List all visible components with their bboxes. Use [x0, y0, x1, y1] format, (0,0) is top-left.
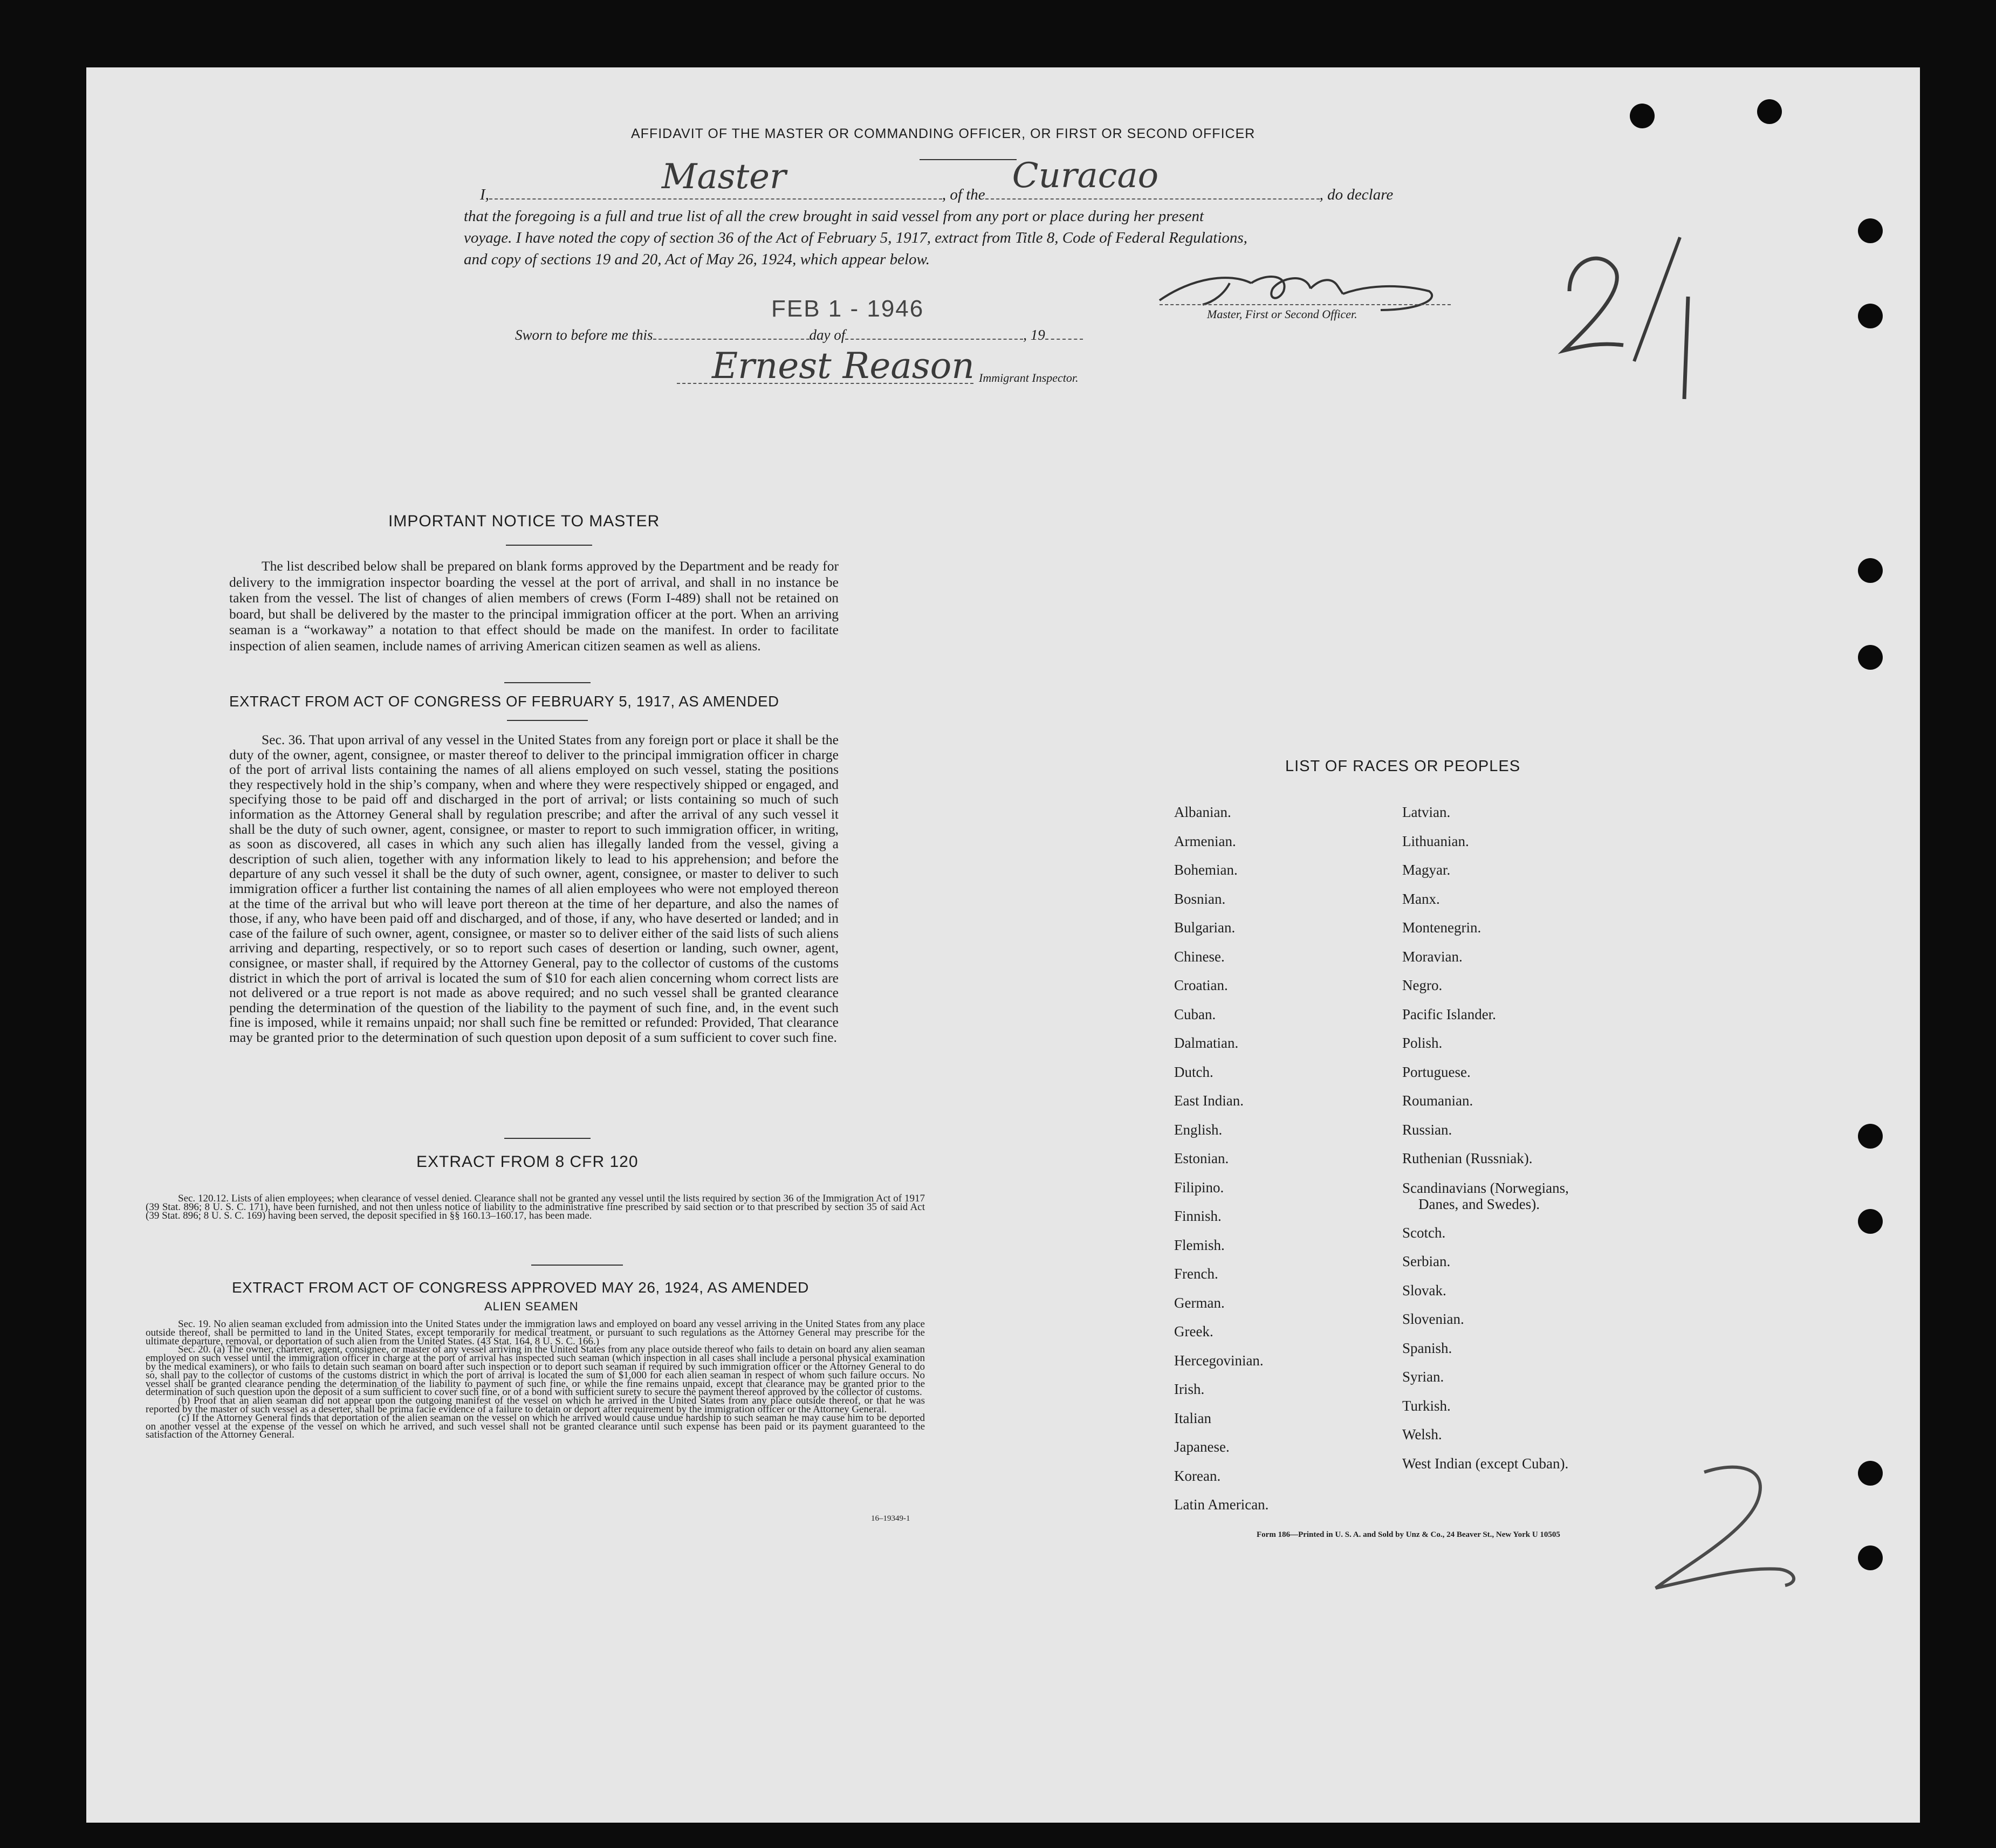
race-item: Syrian. — [1402, 1369, 1444, 1385]
section-rule — [504, 1138, 591, 1139]
race-item: Lithuanian. — [1402, 833, 1469, 849]
race-item: Italian — [1174, 1410, 1211, 1426]
punch-hole — [1858, 558, 1883, 583]
race-item: Greek. — [1174, 1323, 1213, 1339]
printer-imprint: Form 186—Printed in U. S. A. and Sold by Unz & Co., 24 Beaver St., New York U 10505 — [1257, 1530, 1560, 1539]
declare-label: , do declare — [1319, 186, 1394, 203]
race-item: Croatian. — [1174, 977, 1228, 993]
notice-title: IMPORTANT NOTICE TO MASTER — [388, 512, 660, 530]
punch-hole — [1858, 645, 1883, 670]
sworn-year-field — [1045, 327, 1083, 340]
sec-19-text: Sec. 19. No alien seaman excluded from admission into the United States under the immigration laws and employed on board any vessel arriving in the United States from any place outside thereof, shall be permitted to land in the United States, except temporarily for medical treatment, or pursuant to such regulations as the Attorney General may prescribe for the ultimate departure, removal, or deportation of such alien from the United States. (43 Stat. 164, 8 U. S. C. 166.) — [146, 1318, 925, 1347]
handwritten-number — [1645, 1456, 1807, 1602]
race-item: Chinese. — [1174, 948, 1225, 965]
sec-120-12-text: Sec. 120.12. Lists of alien employees; when clearance of vessel denied. Clearance shall not be granted any vessel until the lists required by section 36 of the Immigration Act of 1917 (39 Stat. 896; 8 U. S. C. 171), have been furnished, and not then unless notice of liability to the administrative fine prescribed by said section or to that prescribed by section 35 of said Act (39 Stat. 896; 8 U. S. C. 169) having been served, the deposit specified in §§ 160.13–160.17, has been made. — [146, 1193, 925, 1221]
sworn-prefix: Sworn to before me this — [515, 327, 653, 343]
race-item: Bosnian. — [1174, 890, 1226, 907]
race-item: Dutch. — [1174, 1063, 1213, 1080]
race-item: Ruthenian (Russniak). — [1402, 1150, 1533, 1166]
race-item: Japanese. — [1174, 1439, 1230, 1455]
extract-cfr-title: EXTRACT FROM 8 CFR 120 — [416, 1153, 639, 1171]
race-item: Negro. — [1402, 977, 1443, 993]
section-36-text: Sec. 36. That upon arrival of any vessel in the United States from any foreign port or place it shall be the duty of the owner, agent, consignee, or master thereof to deliver to the principal immigration officer in charge of the port of arrival lists containing the names of all aliens employed on such vessel, stating the positions they respectively hold in the ship’s company, when and where they were respectively shipped or engaged, and specifying those to be paid off and discharged in the port of arrival; or lists containing so much of such information as the Attorney General shall by regulation prescribe; and after the arrival of any such vessel it shall be the duty of such owner, agent, consignee, or master to report to such immigration officer, in writing, as soon as discovered, all cases in which any such alien has illegally landed from the vessel, giving a description of such alien, together with any information likely to lead to his apprehension; and before the departure of any such vessel it shall be the duty of such owner, agent, consignee, or master to deliver to such immigration officer a further list containing the names of all alien employees who were not employed thereon at the time of the arrival but who will leave port thereon at the time of her departure, and also the names of those, if any, who have been paid off and discharged, and of those, if any, who have deserted or landed; and in case of the failure of such owner, agent, consignee, or master so to deliver either of the said lists of such aliens arriving and departing, respectively, or so to report such cases of desertion or landing, such owner, agent, consignee, or master shall, if required by the Attorney General, pay to the collector of customs of the customs district in which the port of arrival is located the sum of $10 for each alien concerning whom correct lists are not delivered or a true report is not made as above required; and no such vessel shall be granted clearance pending the determination of the question of the liability to the payment of such fine, and, in the event such fine is imposed, while it remains unpaid; nor shall such fine be remitted or refunded: Provided, That clearance may be granted prior to the determination of such question upon deposit of a sum sufficient to cover such fine. — [229, 732, 839, 1045]
section-rule — [531, 1265, 623, 1266]
punch-hole — [1858, 1124, 1883, 1149]
race-item: Cuban. — [1174, 1006, 1216, 1022]
punch-hole — [1858, 1461, 1883, 1486]
extract-1917-title: EXTRACT FROM ACT OF CONGRESS OF FEBRUARY 5, 1917, AS AMENDED — [229, 693, 779, 710]
of-the-label: , of the — [942, 186, 985, 203]
race-item: Latvian. — [1402, 804, 1451, 820]
race-item: Roumanian. — [1402, 1093, 1473, 1109]
sec-20c-text: (c) If the Attorney General finds that deportation of the alien seaman on the vessel on which he arrived would cause undue hardship to such seaman he may cause him to be deported on another vessel at the expense of the vessel on which he arrived, and such vessel shall not be granted clearance until such expense has been paid or its payment guaranteed to the satisfaction of the Attorney General. — [146, 1412, 925, 1441]
races-column-2 — [1402, 798, 1569, 1478]
form-code: 16–19349-1 — [871, 1514, 910, 1523]
race-item: Spanish. — [1402, 1339, 1452, 1356]
race-item: Turkish. — [1402, 1397, 1451, 1414]
race-item: English. — [1174, 1121, 1223, 1138]
race-item: East Indian. — [1174, 1093, 1244, 1109]
races-title: LIST OF RACES OR PEOPLES — [1285, 758, 1521, 775]
race-item: Slovak. — [1402, 1282, 1446, 1299]
inspector-label: Immigrant Inspector. — [979, 371, 1079, 384]
punch-hole — [1757, 99, 1782, 124]
i-label: I, — [480, 186, 489, 203]
punch-hole — [1858, 218, 1883, 243]
race-item: Portuguese. — [1402, 1063, 1471, 1080]
race-item: Scandinavians (Norwegians, — [1402, 1179, 1569, 1196]
race-item: Bulgarian. — [1174, 919, 1236, 936]
race-item: Irish. — [1174, 1381, 1205, 1397]
race-item: German. — [1174, 1294, 1225, 1311]
vessel-field — [985, 156, 1320, 200]
race-item: Russian. — [1402, 1121, 1452, 1138]
race-item: Moravian. — [1402, 948, 1463, 965]
race-item: Polish. — [1402, 1035, 1443, 1051]
race-item: Scotch. — [1402, 1224, 1446, 1241]
race-item: Filipino. — [1174, 1179, 1224, 1196]
race-item: Estonian. — [1174, 1150, 1229, 1166]
affidavit-declaration — [464, 156, 1478, 270]
handwritten-page-number — [1553, 226, 1715, 442]
vessel-handwriting: Curacao — [1012, 156, 1159, 196]
section-rule — [504, 682, 591, 683]
race-item: French. — [1174, 1266, 1218, 1282]
sworn-line — [515, 327, 1083, 344]
sworn-month-field — [845, 327, 1023, 340]
sec-20a-text: Sec. 20. (a) The owner, charterer, agent, consignee, or master of any vessel arriving in the United States from any place outside thereof who fails to detain on board any alien seaman employed on such vessel until the immigration officer in charge at the port of arrival has inspected such seaman (which inspection in all cases shall include a personal physical examination by the medical examiners), or who fails to detain such seaman on board after such inspection or to deport such seaman if required by such immigration officer or the Attorney General to do so, shall pay to the collector of customs of the customs district in which the port of arrival is located the sum of $1,000 for each alien seaman in respect of whom such failure occurs. No vessel shall be granted clearance pending the determination of the liability to payment of such fine, or while the fine remains unpaid, except that clearance may be granted prior to the determination of such question upon the deposit of a sum sufficient to cover such fine, or of a bond with sufficient surety to secure the payment thereof approved by the collector of customs. — [146, 1344, 925, 1398]
race-item: Montenegrin. — [1402, 919, 1481, 936]
alien-seamen-subtitle: ALIEN SEAMEN — [484, 1300, 579, 1313]
race-item: Slovenian. — [1402, 1311, 1464, 1327]
extract-1924-body — [146, 1320, 925, 1439]
races-column-1 — [1174, 798, 1268, 1520]
declaration-line-3: voyage. I have noted the copy of section 36 of the Act of February 5, 1917, extract from Title 8, Code of Federal Regulations, — [464, 229, 1247, 246]
notice-paragraph: The list described below shall be prepared on blank forms approved by the Department and be ready for delivery to the immigration inspector boarding the vessel at the port of arrival, and shall in no instance be taken from the vessel. The list of changes of alien members of crews (Form I-489) shall not be retained on board, but shall be delivered by the master to the principal immigration officer at the port. When an arriving seaman is a “workaway” a notation to that effect should be made on the manifest. In order to facilitate inspection of alien seamen, include names of arriving American citizen seamen as well as aliens. — [229, 558, 839, 654]
race-item: Magyar. — [1402, 862, 1451, 878]
declaration-line-4: and copy of sections 19 and 20, Act of May 26, 1924, which appear below. — [464, 251, 930, 268]
race-item: Armenian. — [1174, 833, 1236, 849]
signature-rule — [1160, 304, 1451, 305]
race-item: Pacific Islander. — [1402, 1006, 1496, 1022]
race-item: Flemish. — [1174, 1236, 1225, 1253]
date-stamp: FEB 1 - 1946 — [771, 296, 924, 322]
rank-field — [489, 157, 942, 200]
rank-handwriting: Master — [661, 157, 786, 197]
race-item-continued: Danes, and Swedes). — [1418, 1196, 1540, 1212]
sworn-day-field — [653, 327, 810, 340]
declaration-line-2: that the foregoing is a full and true list of all the crew brought in said vessel from any port or place during her present — [464, 208, 1204, 225]
race-item: Finnish. — [1174, 1208, 1222, 1224]
race-item: Bohemian. — [1174, 862, 1238, 878]
signature-label: Master, First or Second Officer. — [1207, 307, 1357, 321]
race-item: Welsh. — [1402, 1426, 1442, 1442]
race-item: Dalmatian. — [1174, 1035, 1239, 1051]
punch-hole — [1630, 104, 1655, 128]
notice-rule — [506, 545, 592, 546]
extract-1917-rule — [507, 720, 588, 721]
race-item: Serbian. — [1402, 1253, 1451, 1269]
race-item: Hercegovinian. — [1174, 1352, 1264, 1369]
punch-hole — [1858, 1545, 1883, 1570]
notice-body — [229, 558, 839, 654]
extract-1924-title: EXTRACT FROM ACT OF CONGRESS APPROVED MAY 26, 1924, AS AMENDED — [232, 1279, 809, 1296]
race-item: Albanian. — [1174, 804, 1231, 820]
race-item: Manx. — [1402, 890, 1440, 907]
race-item: West Indian (except Cuban). — [1402, 1455, 1569, 1472]
sworn-day-label: day of — [809, 327, 846, 343]
punch-hole — [1858, 304, 1883, 328]
race-item: Latin American. — [1174, 1496, 1269, 1513]
race-item: Korean. — [1174, 1467, 1221, 1484]
punch-hole — [1858, 1209, 1883, 1234]
sec-20b-text: (b) Proof that an alien seaman did not appear upon the outgoing manifest of the vessel on which he arrived in the United States from any place outside thereof, or that he was reported by the master of such vessel as a deserter, shall be prima facie evidence of a failure to detain or deport after requirement by the immigration officer or the Attorney General. — [146, 1395, 925, 1415]
extract-1917-body — [229, 732, 839, 1045]
extract-cfr-body — [146, 1194, 925, 1220]
inspector-signature: Ernest Reason — [712, 345, 975, 387]
sworn-year-label: , 19 — [1023, 327, 1045, 343]
affidavit-title: AFFIDAVIT OF THE MASTER OR COMMANDING OFFICER, OR FIRST OR SECOND OFFICER — [631, 126, 1256, 141]
title-rule — [920, 159, 1017, 160]
